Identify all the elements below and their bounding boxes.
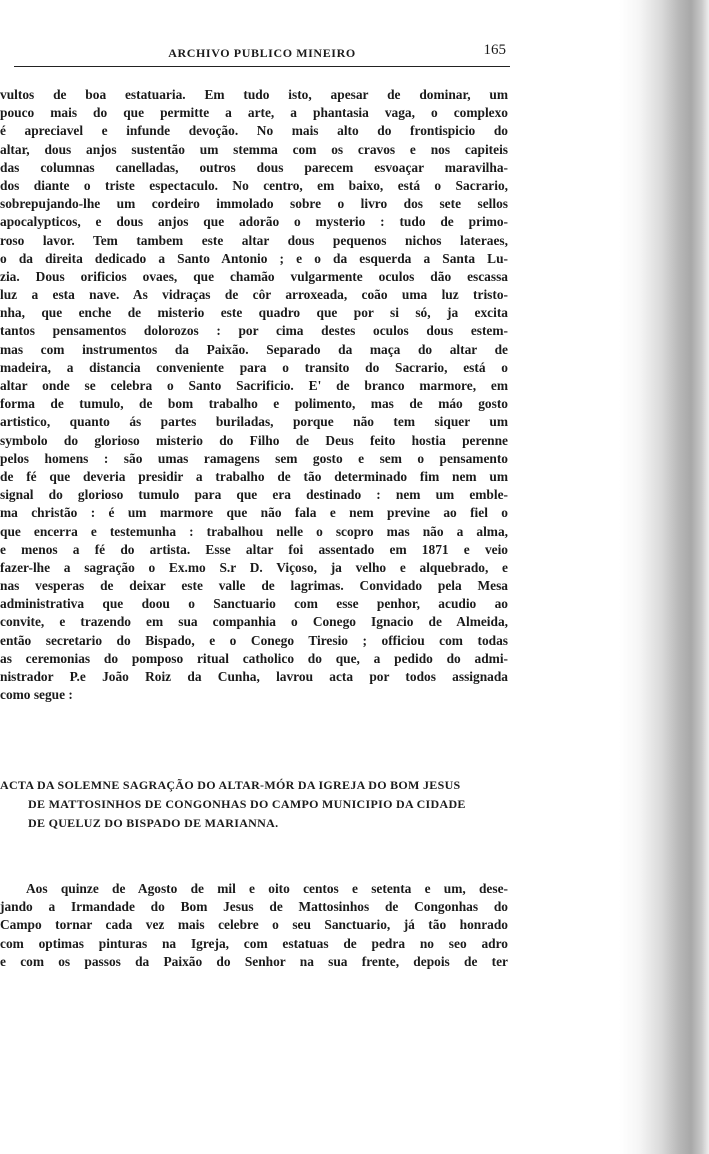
text-line: madeira, a distancia conveniente para o transito do Sacrario, está o xyxy=(0,359,508,375)
text-line: então secretario do Bispado, e o Conego Tiresio ; officiou com todas xyxy=(0,632,508,648)
text-line: forma de tumulo, de bom trabalho e polimento, mas de máo gosto xyxy=(0,396,508,412)
text-line: administrativa que doou o Sanctuario com esse penhor, acudio ao xyxy=(0,596,508,612)
text-line: Aos quinze de Agosto de mil e oito centos e setenta e um, dese- xyxy=(26,881,508,896)
text-line: e menos a fé do artista. Esse altar foi assentado em 1871 e veio xyxy=(0,541,508,557)
act-heading-line: DE MATTOSINHOS DE CONGONHAS DO CAMPO MUNICIPIO DA CIDADE xyxy=(28,797,466,811)
header-title: ARCHIVO PUBLICO MINEIRO xyxy=(168,46,356,60)
text-line: apocalypticos, e dous anjos que adorão o mysterio : tudo de primo- xyxy=(0,214,508,230)
text-line: as ceremonias do pomposo ritual catholico do que, a pedido do admi- xyxy=(0,650,508,666)
text-line: ma christão : é um marmore que não fala e nem previne ao fiel o xyxy=(0,505,508,521)
text-line: luz a esta nave. As vidraças de côr arroxeada, coão uma luz tristo- xyxy=(0,287,508,303)
text-line: fazer-lhe a sagração o Ex.mo S.r D. Viçoso, ja velho e alquebrado, e xyxy=(0,559,508,575)
text-line: tantos pensamentos dolorozos : por cima destes oculos dous estem- xyxy=(0,323,508,339)
text-line: nas vesperas de deixar este valle de lagrimas. Convidado pela Mesa xyxy=(0,578,508,594)
text-line: das columnas canelladas, outros dous parecem esvoaçar maravilha- xyxy=(0,159,508,175)
text-line: jando a Irmandade do Bom Jesus de Mattosinhos de Congonhas do xyxy=(0,899,508,915)
act-heading xyxy=(0,776,512,833)
body-paragraph xyxy=(0,86,508,704)
text-line: o da direita dedicado a Santo Antonio ; e o da esquerda a Santa Lu- xyxy=(0,250,508,266)
running-header xyxy=(14,40,510,67)
text-line: de fé que deveria presidir a trabalho de tão determinado fim nem um xyxy=(0,468,508,484)
text-line: sobrepujando-lhe um cordeiro immolado sobre o livro dos sete sellos xyxy=(0,196,508,212)
text-line: convite, e trazendo em sua companhia o Conego Ignacio de Almeida, xyxy=(0,614,508,630)
text-line: é apreciavel e infunde devoção. No mais alto do frontispicio do xyxy=(0,123,508,139)
text-line: pelos homens : são umas ramagens sem gosto e sem o pensamento xyxy=(0,450,508,466)
text-line: altar, dous anjos sustentão um stemma com os cravos e nos capiteis xyxy=(0,141,508,157)
text-line: como segue : xyxy=(0,687,73,703)
text-line: nha, que enche de misterio este quadro que por si só, ja excita xyxy=(0,305,508,321)
text-line: pouco mais do que permitte a arte, a phantasia vaga, o complexo xyxy=(0,105,508,121)
act-heading-line: ACTA DA SOLEMNE SAGRAÇÃO DO ALTAR-MÓR DA IGREJA DO BOM JESUS xyxy=(0,778,461,792)
text-line: vultos de boa estatuaria. Em tudo isto, apesar de dominar, um xyxy=(0,87,508,102)
text-line: zia. Dous orificios ovaes, que chamão vulgarmente oculos dão escassa xyxy=(0,268,508,284)
text-line: com optimas pinturas na Igreja, com estatuas de pedra no seo adro xyxy=(0,935,508,951)
text-line: nistrador P.e João Roiz da Cunha, lavrou acta por todos assignada xyxy=(0,669,508,684)
text-line: dos diante o triste espectaculo. No centro, em baixo, está o Sacrario, xyxy=(0,177,508,193)
text-line: Campo tornar cada vez mais celebre o seu Sanctuario, já tão honrado xyxy=(0,917,508,933)
text-line: mas com instrumentos da Paixão. Separado da maça do altar de xyxy=(0,341,508,357)
text-line: artistico, quanto ás partes buriladas, porque não tem siquer um xyxy=(0,414,508,430)
text-line: e com os passos da Paixão do Senhor na sua frente, depois de ter xyxy=(0,953,508,969)
page-edge-shadow xyxy=(619,0,709,1154)
text-line: roso lavor. Tem tambem este altar dous pequenos nichos lateraes, xyxy=(0,232,508,248)
text-line: symbolo do glorioso misterio do Filho de Deus feito hostia perenne xyxy=(0,432,508,448)
text-line: altar onde se celebra o Santo Sacrificio. E' de branco marmore, em xyxy=(0,378,508,393)
text-line: signal do glorioso tumulo para que era destinado : nem um emble- xyxy=(0,487,508,503)
act-heading-line: DE QUELUZ DO BISPADO DE MARIANNA. xyxy=(28,816,279,830)
text-line: que encerra e testemunha : trabalhou nelle o scopro mas não a alma, xyxy=(0,523,508,539)
act-opening-paragraph xyxy=(0,880,508,971)
page-number: 165 xyxy=(483,42,506,58)
